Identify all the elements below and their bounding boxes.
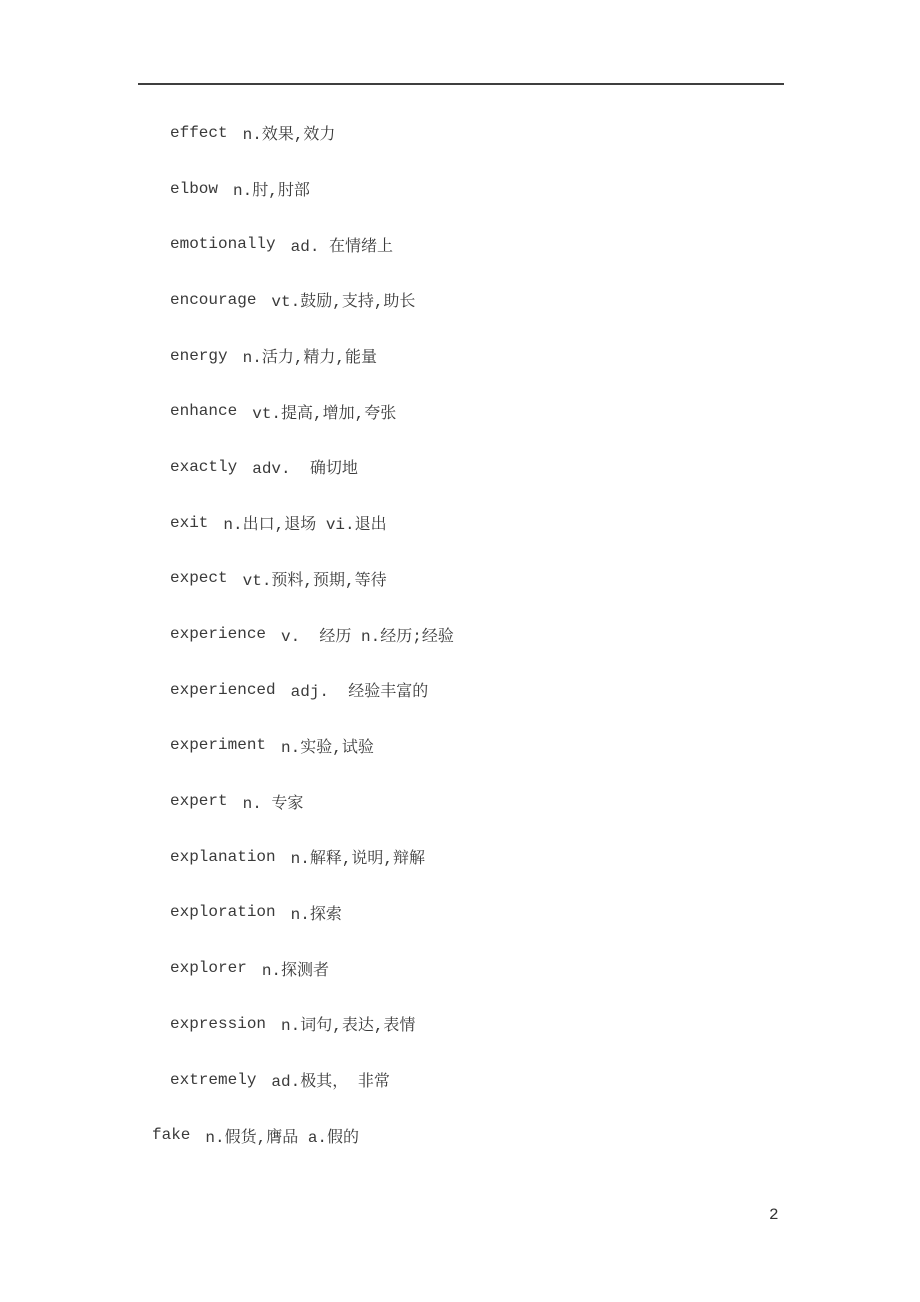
vocab-entry (170, 216, 454, 272)
entry-definition: ad.极其， 非常 (271, 1073, 390, 1092)
page-number: 2 (769, 1206, 779, 1224)
entry-definition: n.解释,说明,辩解 (290, 850, 426, 869)
header-rule (138, 83, 784, 85)
entry-word: extremely (170, 1070, 257, 1089)
entry-word: explanation (170, 847, 276, 866)
entry-definition: n.活力,精力,能量 (242, 349, 378, 368)
entry-word: effect (170, 123, 228, 142)
entry-definition: n.探测者 (261, 961, 330, 980)
vocab-entry (170, 383, 454, 439)
entry-word: enhance (170, 402, 238, 421)
vocab-entry (170, 161, 454, 217)
entry-definition: adj. 经验丰富的 (290, 683, 429, 702)
entry-definition: n.肘,肘部 (233, 182, 310, 201)
entry-definition: adv. 确切地 (252, 460, 358, 479)
vocab-entry (170, 773, 454, 829)
vocab-entry (170, 718, 454, 774)
entry-word: elbow (170, 179, 219, 198)
entry-word: experience (170, 625, 267, 644)
entry-definition: n.出口,退场 vi.退出 (223, 516, 387, 535)
vocab-entry (170, 662, 454, 718)
entry-word: emotionally (170, 235, 276, 254)
entry-definition: vt.提高,增加,夸张 (252, 404, 397, 423)
entry-definition: n. 专家 (242, 794, 304, 813)
entry-definition: vt.鼓励,支持,助长 (271, 293, 416, 312)
entry-word: exploration (170, 903, 276, 922)
vocab-entry (170, 996, 454, 1052)
vocab-entry (170, 1052, 454, 1108)
entry-definition: n.效果,效力 (242, 126, 336, 145)
entry-definition: n.假货,膺品 a.假的 (205, 1128, 360, 1147)
vocab-entry (170, 551, 454, 607)
vocab-entry (170, 328, 454, 384)
vocab-entry (170, 495, 454, 551)
entry-word: expect (170, 569, 228, 588)
vocab-entry (170, 829, 454, 885)
entry-definition: ad. 在情绪上 (290, 237, 394, 256)
entry-word: energy (170, 346, 228, 365)
entry-word: expert (170, 792, 228, 811)
entry-word: experienced (170, 680, 276, 699)
vocab-list (152, 105, 454, 1163)
entry-word: fake (152, 1126, 191, 1145)
entry-definition: n.探索 (290, 905, 342, 924)
entry-definition: vt.预料,预期,等待 (242, 571, 387, 590)
vocab-entry (170, 439, 454, 495)
entry-definition: n.实验,试验 (281, 738, 374, 757)
entry-definition: n.词句,表达,表情 (281, 1017, 416, 1036)
vocab-entry (170, 606, 454, 662)
vocab-entry (152, 1107, 454, 1163)
entry-definition: v. 经历 n.经历;经验 (281, 627, 454, 646)
entry-word: exactly (170, 457, 238, 476)
entry-word: encourage (170, 290, 257, 309)
entry-word: exit (170, 513, 209, 532)
vocab-entry (170, 940, 454, 996)
entry-word: experiment (170, 736, 267, 755)
vocab-entry (170, 272, 454, 328)
entry-word: explorer (170, 959, 247, 978)
entry-word: expression (170, 1014, 267, 1033)
vocab-entry (170, 105, 454, 161)
vocab-entry (170, 885, 454, 941)
